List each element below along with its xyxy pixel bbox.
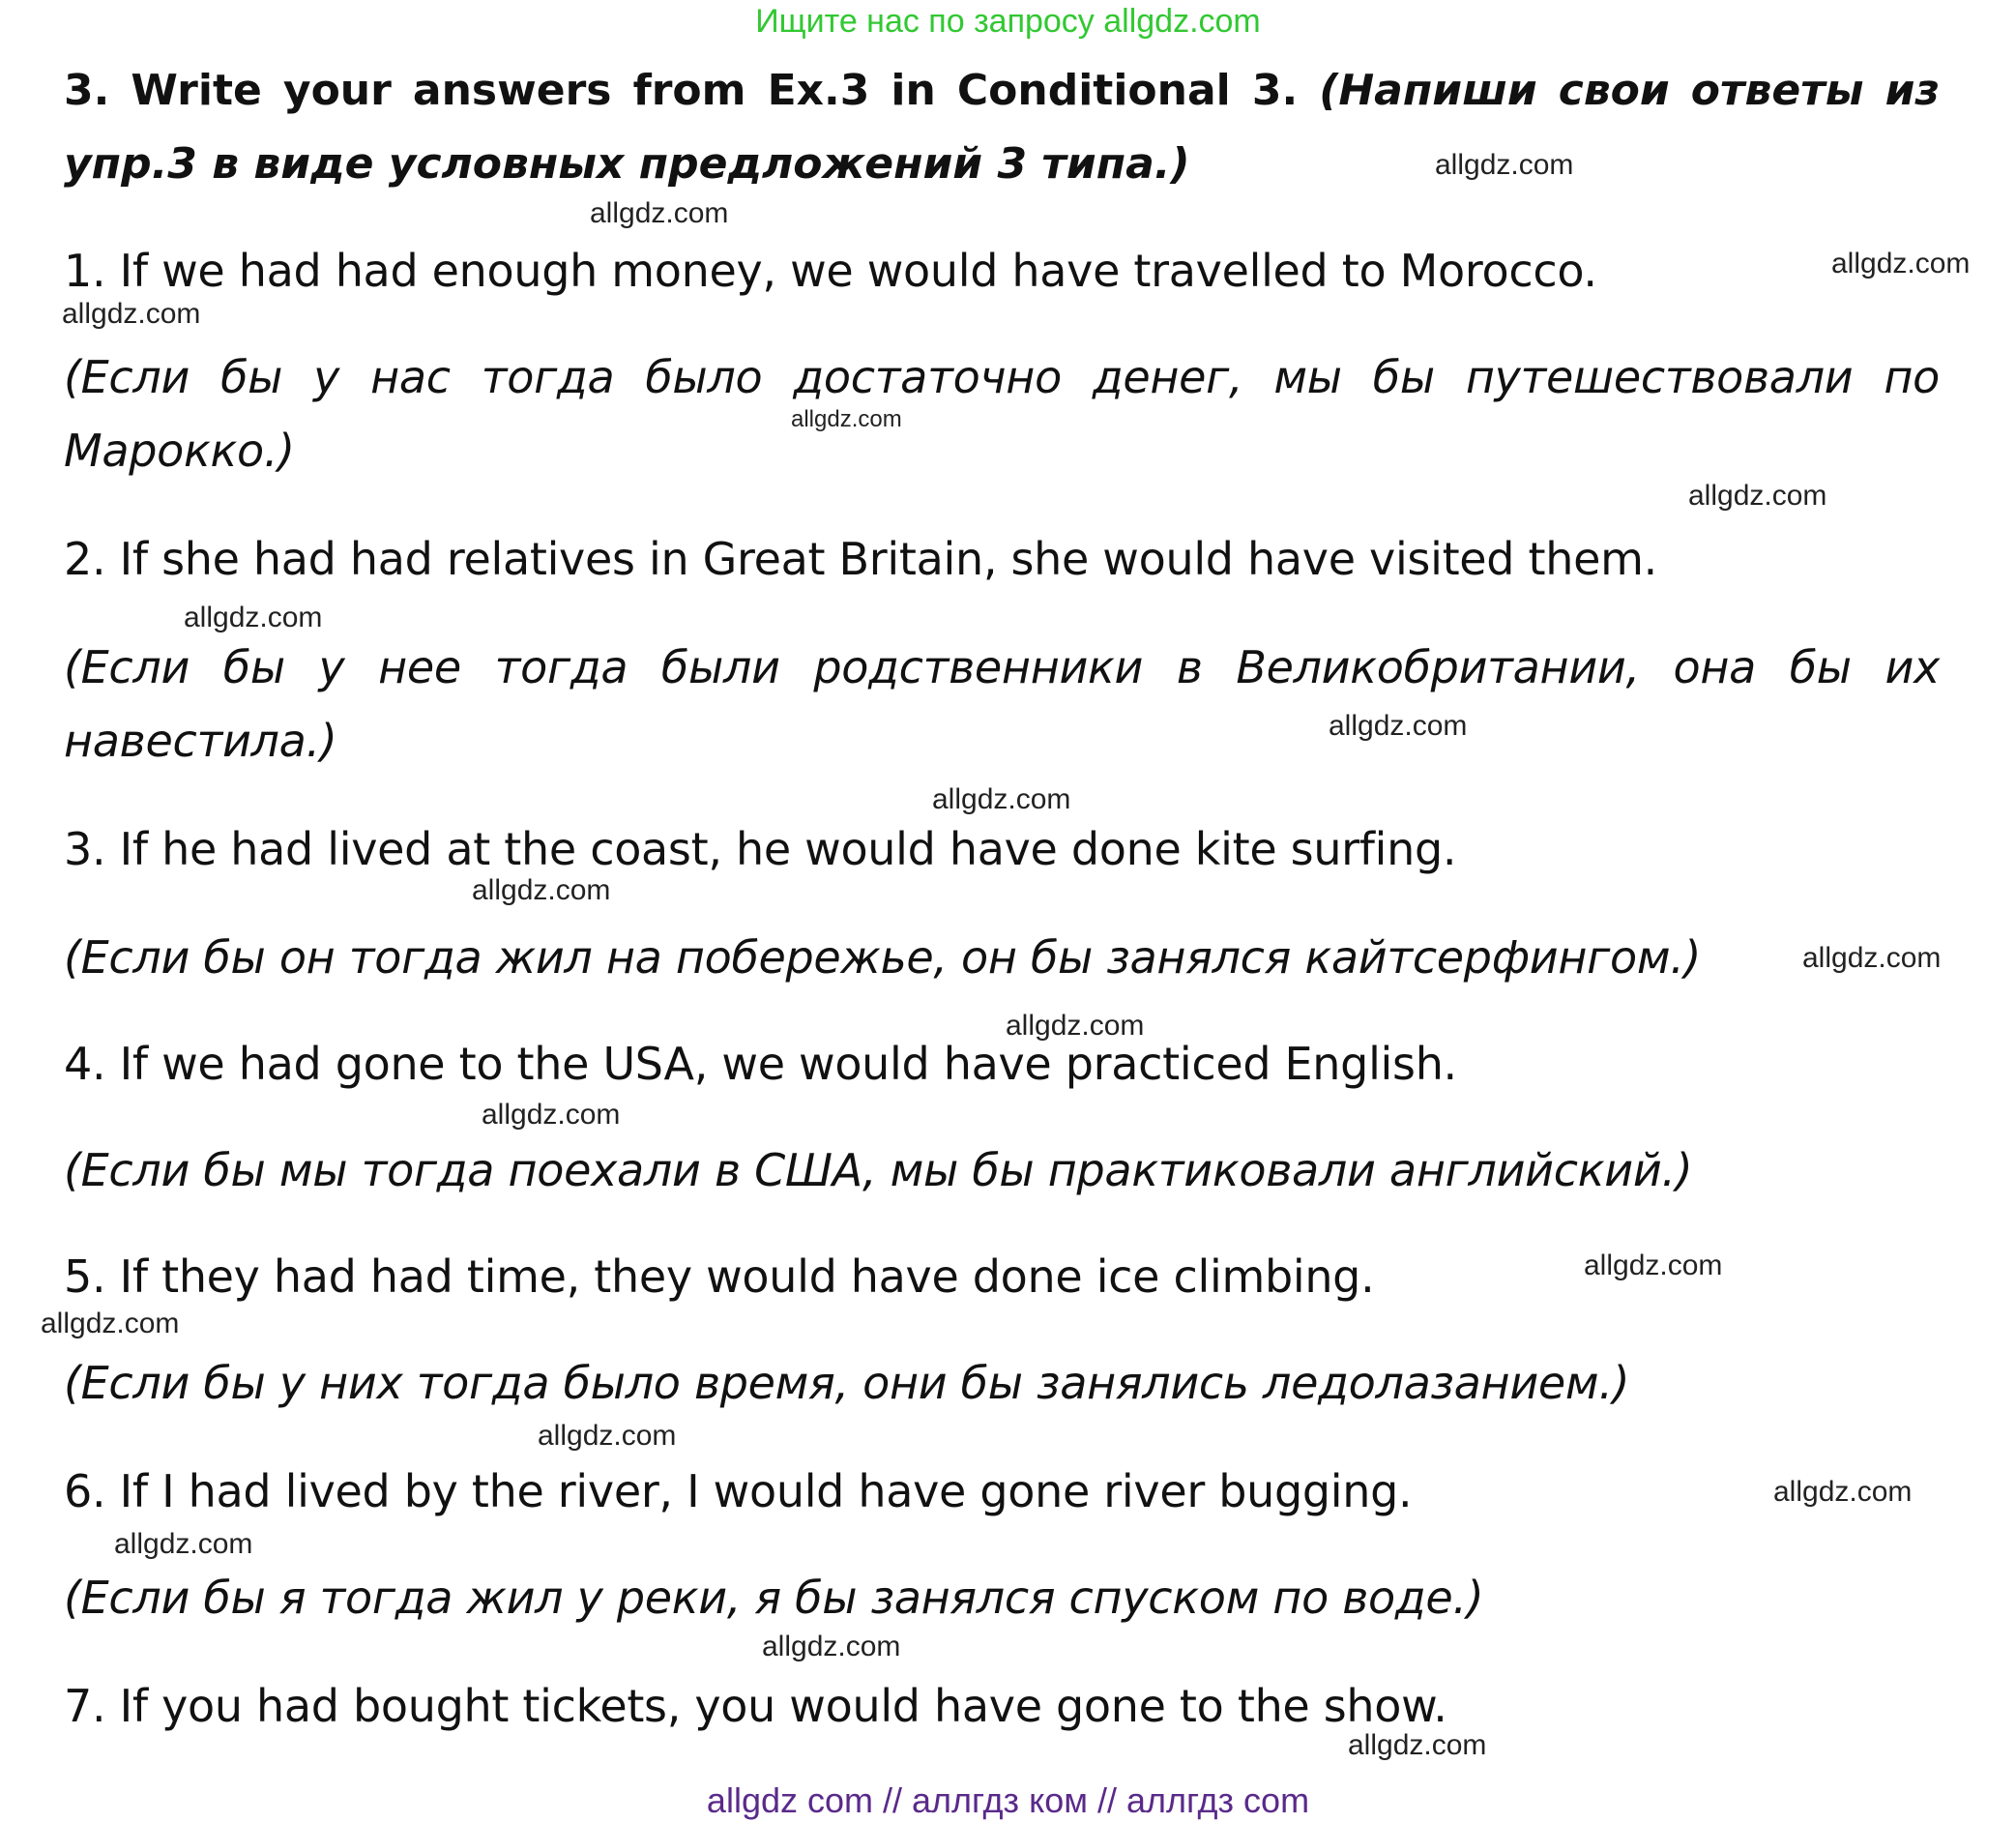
watermark: allgdz.com bbox=[1584, 1250, 1723, 1281]
watermark: allgdz.com bbox=[184, 602, 323, 633]
answer-3-russian: (Если бы он тогда жил на побережье, он бы занялся кайтсерфингом.) bbox=[64, 931, 1702, 984]
answer-4-english: 4. If we had gone to the USA, we would have practiced English. bbox=[64, 1038, 1457, 1090]
watermark: allgdz.com bbox=[472, 874, 611, 906]
answer-2-english: 2. If she had had relatives in Great Britain, she would have visited them. bbox=[64, 533, 1657, 585]
watermark: allgdz.com bbox=[932, 783, 1071, 815]
footer-watermark: allgdz com // аллгдз ком // аллгдз com bbox=[706, 1780, 1310, 1820]
answer-2-russian: (Если бы у нее тогда были родственники в Великобритании, она бы их навестила.) bbox=[64, 641, 1940, 767]
watermark: allgdz.com bbox=[762, 1631, 901, 1662]
watermark: allgdz.com bbox=[1831, 248, 1971, 279]
watermark: allgdz.com bbox=[1773, 1476, 1913, 1508]
answer-7-english: 7. If you had bought tickets, you would have gone to the show. bbox=[64, 1680, 1447, 1732]
watermark: allgdz.com bbox=[538, 1420, 677, 1452]
watermark: allgdz.com bbox=[791, 406, 902, 432]
watermark: allgdz.com bbox=[114, 1528, 253, 1560]
watermark: allgdz.com bbox=[590, 197, 729, 229]
answer-1-russian: (Если бы у нас тогда было достаточно денег, мы бы путешествовали по Марокко.) bbox=[64, 351, 1940, 477]
heading-english: 3. Write your answers from Ex.3 in Conditional 3. bbox=[64, 66, 1299, 115]
answer-5-russian: (Если бы у них тогда было время, они бы занялись ледолазанием.) bbox=[64, 1357, 1630, 1409]
watermark: allgdz.com bbox=[1688, 480, 1827, 512]
watermark: allgdz.com bbox=[1006, 1010, 1145, 1042]
watermark: allgdz.com bbox=[482, 1099, 621, 1131]
answer-1-english: 1. If we had had enough money, we would have travelled to Morocco. bbox=[64, 245, 1597, 297]
watermark: allgdz.com bbox=[62, 298, 201, 330]
answer-4-russian: (Если бы мы тогда поехали в США, мы бы практиковали английский.) bbox=[64, 1144, 1693, 1196]
answer-6-english: 6. If I had lived by the river, I would have gone river bugging. bbox=[64, 1465, 1413, 1517]
heading-russian: (Напиши свои ответы из упр.3 в виде условных предложений 3 типа.) bbox=[64, 66, 1940, 189]
watermark: allgdz.com bbox=[1329, 710, 1468, 742]
answer-5-english: 5. If they had had time, they would have done ice climbing. bbox=[64, 1250, 1375, 1303]
watermark: allgdz.com bbox=[41, 1308, 180, 1339]
answer-6-russian: (Если бы я тогда жил у реки, я бы занялся спуском по воде.) bbox=[64, 1572, 1484, 1624]
watermark: allgdz.com bbox=[1802, 942, 1942, 974]
watermark: allgdz.com bbox=[1348, 1729, 1487, 1761]
top-banner: Ищите нас по запросу allgdz.com bbox=[755, 3, 1261, 40]
exercise-heading bbox=[64, 54, 1940, 201]
watermark: allgdz.com bbox=[1435, 149, 1574, 181]
answer-3-english: 3. If he had lived at the coast, he would have done kite surfing. bbox=[64, 823, 1457, 875]
